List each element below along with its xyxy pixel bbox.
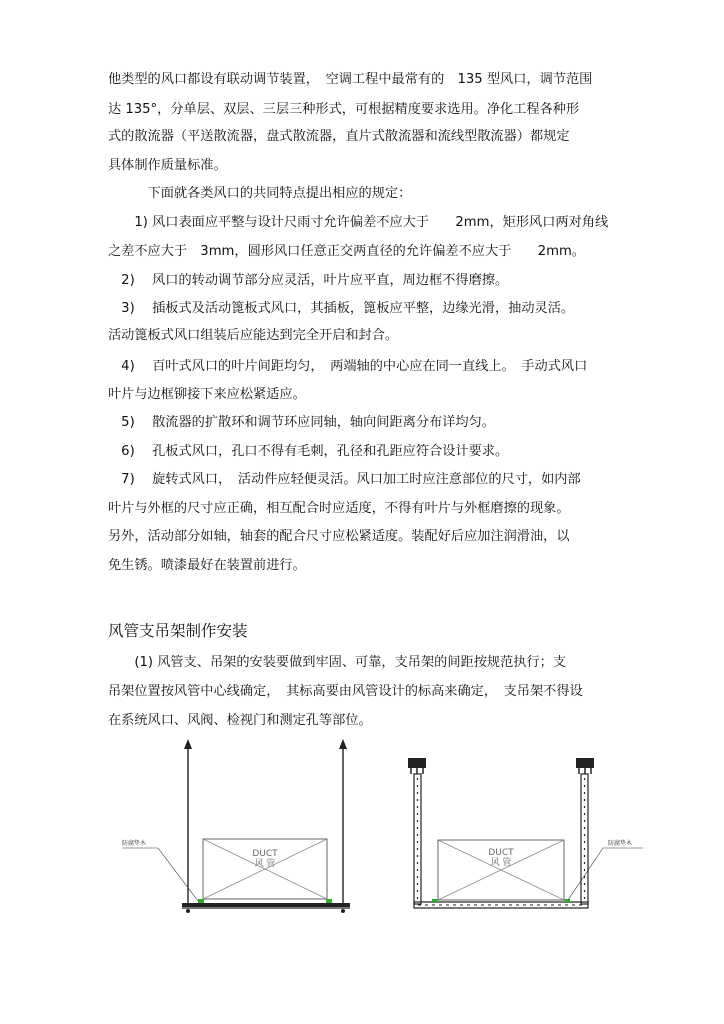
duct-label-cn: 风 管 — [254, 859, 276, 869]
hanger-diagram-left — [108, 735, 368, 925]
section-line-2: 吊架位置按风管中心线确定， 其标高要由风管设计的标高来确定， 支吊架不得设 — [108, 684, 583, 699]
section-line-3: 在系统风口、风阀、检视门和测定孔等部位。 — [108, 713, 372, 728]
rule-line-5: 活动篦板式风口组装后应能达到完全开启和封合。 — [108, 328, 399, 343]
rule-line-13: 免生锈。喷漆最好在装置前进行。 — [108, 558, 306, 573]
paragraph1-line-3: 式的散流器（平送散流器，盘式散流器，直片式散流器和流线型散流器）都规定 — [108, 129, 570, 144]
rule-line-3: 2) 风口的转动调节部分应灵活，叶片应平直，周边框不得磨擦。 — [108, 273, 509, 288]
wood-pad-left — [432, 899, 438, 902]
duct-label: DUCT — [488, 848, 514, 858]
paragraph1-line-1: 他类型的风口都设有联动调节装置， 空调工程中最常有的 135 型风口，调节范围 — [108, 72, 593, 87]
wood-pad-left — [198, 899, 204, 903]
rule-line-1: 1) 风口表面应平整与设计尺雨寸允许偏差不应大于 2mm，矩形风口两对角线 — [108, 215, 609, 230]
paragraph1-line-4: 具体制作质量标准。 — [108, 158, 227, 173]
top-anchor-left — [408, 758, 426, 774]
duct-label: DUCT — [252, 849, 278, 859]
rule-line-11: 叶片与外框的尺寸应正确，相互配合时应适度，不得有叶片与外框磨擦的现象。 — [108, 501, 570, 516]
wood-pad-right — [564, 899, 570, 902]
rule-line-6: 4) 百叶式风口的叶片间距均匀， 两端轴的中心应在同一直线上。 手动式风口 — [108, 359, 588, 374]
rule-line-9: 6) 孔板式风口，孔口不得有毛刺，孔径和孔距应符合设计要求。 — [108, 444, 509, 459]
section-line-1: (1) 风管支、吊架的安装要做到牢固、可靠，支吊架的间距按规范执行；支 — [108, 655, 567, 670]
rule-line-10: 7) 旋转式风口， 活动件应轻便灵活。风口加工时应注意部位的尺寸，如内部 — [108, 472, 581, 487]
wood-pad-right — [326, 899, 332, 903]
rule-line-8: 5) 散流器的扩散环和调节环应同轴，轴向间距离分布详均匀。 — [108, 415, 495, 430]
rule-line-7: 叶片与边框铆接下来应松紧适应。 — [108, 387, 306, 402]
section-title: 风管支吊架制作安装 — [108, 622, 248, 640]
intro-line: 下面就各类风口的共同特点提出相应的规定： — [108, 186, 412, 201]
pad-note: 防腐垫木 — [608, 840, 633, 847]
duct-label-cn: 风 管 — [490, 858, 512, 868]
rule-line-12: 另外，活动部分如轴，轴套的配合尺寸应松紧适度。装配好后应加注润滑油，以 — [108, 529, 570, 544]
rod-top-arrow-right — [339, 739, 347, 749]
top-anchor-right — [576, 758, 594, 774]
support-beam — [182, 903, 350, 907]
rule-line-4: 3) 插板式及活动篦板式风口，其插板，篦板应平整，边缘光滑，抽动灵活。 — [108, 301, 575, 316]
rod-top-arrow-left — [184, 739, 192, 749]
pad-note: 防腐垫木 — [122, 840, 147, 847]
hanger-diagram-right — [398, 750, 678, 920]
paragraph1-line-2: 达 135°，分单层、双层、三层三种形式，可根据精度要求选用。净化工程各种形 — [108, 102, 580, 117]
rule-line-2: 之差不应大于 3mm，圆形风口任意正交两直径的允许偏差不应大于 2mm。 — [108, 244, 585, 259]
